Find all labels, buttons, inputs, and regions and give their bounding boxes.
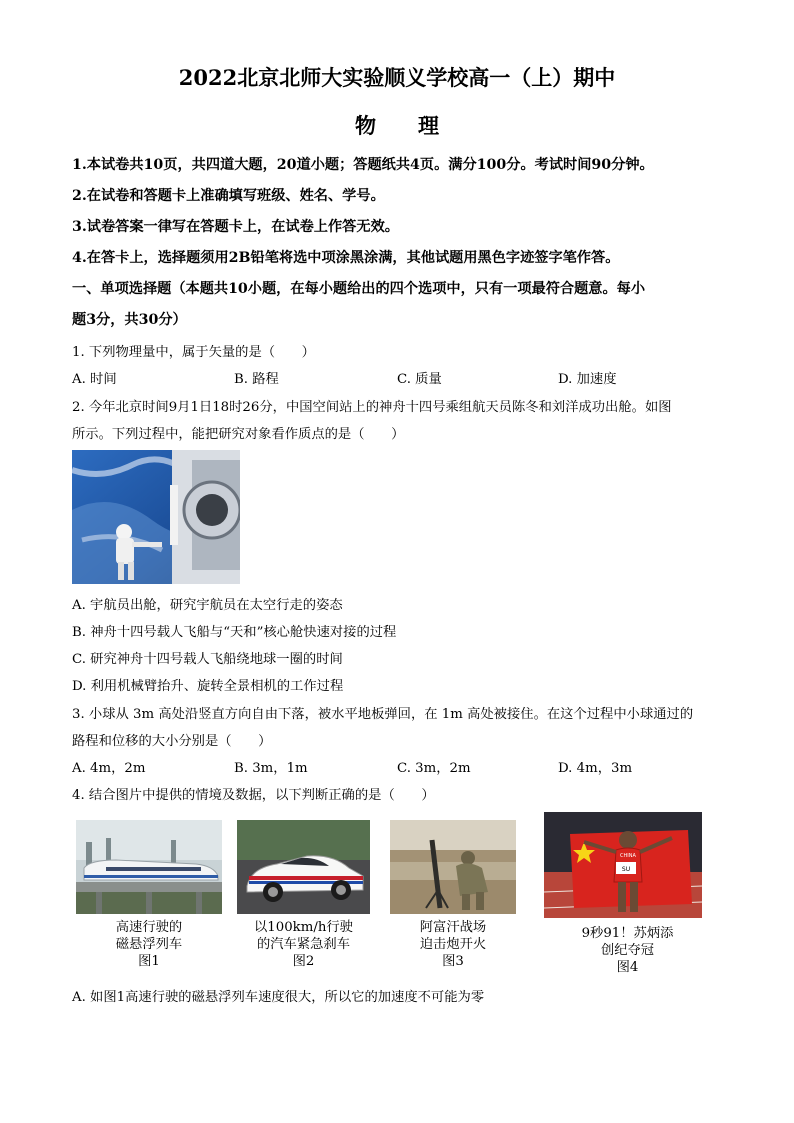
q3-option-c: C. 3m，2m [397,761,471,776]
subject-title: 物 理 [355,113,439,138]
q1-option-a: A. 时间 [72,372,117,387]
figure1-caption [76,919,222,970]
q3-option-d: D. 4m，3m [558,761,633,776]
figure1-caption-line1: 高速行驶的 [115,920,183,935]
mortar-firing-image [390,820,516,914]
section-heading-line1: 一、单项选择题（本题共10小题，在每小题给出的四个选项中，只有一项最符合题意。每小 [72,281,646,297]
race-car-image [237,820,370,914]
exam-title: 2022北京北师大实验顺义学校高一（上）期中 [178,65,616,90]
q3-stem-line2: 路程和位移的大小分别是（ ） [72,734,272,749]
figure2-label: 图2 [292,954,315,969]
figure2-caption-line2: 的汽车紧急刹车 [256,937,351,952]
figure2-caption [230,919,377,970]
q3-option-b: B. 3m，1m [234,761,308,776]
figure1-label: 图1 [138,954,160,969]
q2-option-b: B. 神舟十四号载人飞船与“天和”核心舱快速对接的过程 [72,625,397,640]
q1-option-b: B. 路程 [234,372,279,387]
q3-stem-line1: 3. 小球从 3m 高处沿竖直方向自由下落，被水平地板弹回，在 1m 高处被接住。在这个过程中小球通过的 [72,707,694,722]
jersey-text: CHINA [620,853,636,859]
maglev-train-image [76,820,222,914]
q1-option-c: C. 质量 [397,372,442,387]
figure3-label: 图3 [442,954,464,969]
figure3-caption-line2: 迫击炮开火 [419,937,487,952]
figure4-caption-line2: 创纪夺冠 [600,943,655,958]
instruction-1: 1.本试卷共10页，共四道大题，20道小题；答题纸共4页。满分100分。考试时间90分钟。 [72,157,654,173]
figure1-caption-line2: 磁悬浮列车 [115,937,183,952]
figure4-caption-line1: 9秒91！苏炳添 [581,926,674,941]
q4-option-a: A. 如图1高速行驶的磁悬浮列车速度很大，所以它的加速度不可能为零 [72,990,485,1005]
figure2-caption-line1: 以100km/h行驶 [254,920,353,935]
q2-option-d: D. 利用机械臂抬升、旋转全景相机的工作过程 [72,679,344,694]
q3-option-a: A. 4m，2m [72,761,146,776]
q2-stem-line2: 所示。下列过程中，能把研究对象看作质点的是（ ） [72,427,405,442]
instruction-2: 2.在试卷和答题卡上准确填写班级、姓名、学号。 [72,188,385,204]
race-bib-text: SU [621,866,631,873]
instruction-4: 4.在答卡上，选择题须用2B铅笔将选中项涂黑涂满，其他试题用黑色字迹签字笔作答。 [72,250,620,266]
q1-stem: 1. 下列物理量中，属于矢量的是（ ） [72,345,315,360]
q2-option-a: A. 宇航员出舱，研究宇航员在太空行走的姿态 [72,598,343,613]
sprinter-flag-image [544,812,702,918]
q1-option-d: D. 加速度 [558,372,617,387]
section-heading-line2: 题3分，共30分） [72,312,187,328]
astronaut-spacewalk-image [72,450,240,584]
q4-stem: 4. 结合图片中提供的情境及数据，以下判断正确的是（ ） [72,788,435,803]
instruction-3: 3.试卷答案一律写在答题卡上，在试卷上作答无效。 [72,219,399,235]
figure3-caption-line1: 阿富汗战场 [419,920,487,935]
figure4-label: 图4 [616,960,639,975]
q2-option-c: C. 研究神舟十四号载人飞船绕地球一圈的时间 [72,652,343,667]
figure4-caption [560,925,695,976]
figure3-caption [384,919,522,970]
q2-stem-line1: 2. 今年北京时间9月1日18时26分，中国空间站上的神舟十四号乘组航天员陈冬和刘洋成功出舱。如图 [72,400,672,415]
